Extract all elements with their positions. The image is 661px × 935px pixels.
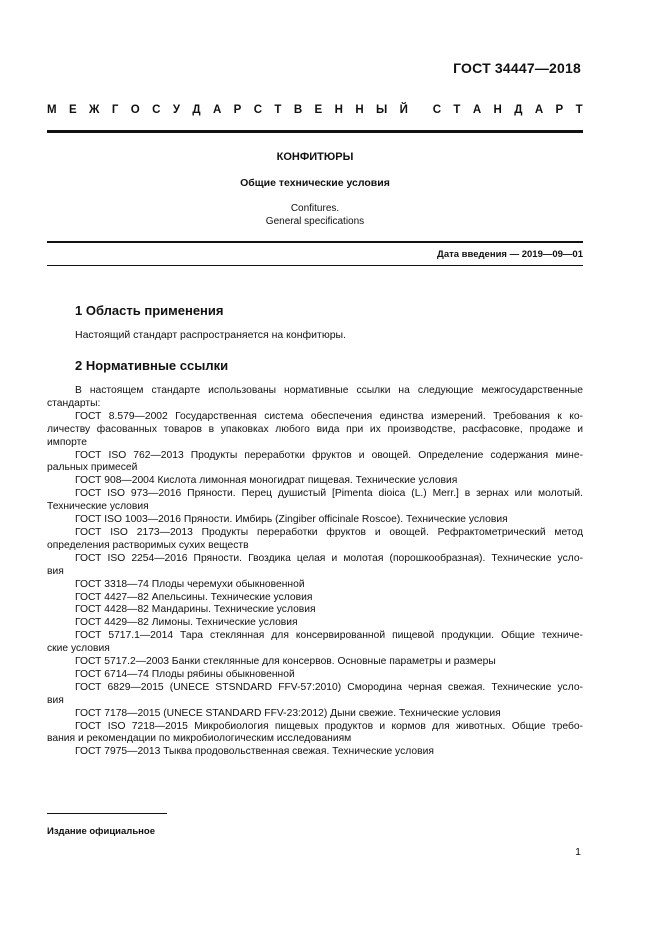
date-rule <box>47 265 583 266</box>
banner-letter: С <box>152 104 161 116</box>
english-subtitle: General specifications <box>265 216 365 227</box>
banner-letter: Е <box>314 104 323 116</box>
ref-line: ГОСТ ISO 762—2013 Продукты переработки фруктов и овощей. Определение содержания мине- <box>75 449 583 461</box>
banner-letter: А <box>534 104 544 116</box>
banner-letter: О <box>130 104 140 116</box>
banner-letter: Г <box>111 104 119 116</box>
document-subtitle: Общие технические условия <box>240 177 390 189</box>
banner-letter: А <box>472 104 482 116</box>
section-1-text: Настоящий стандарт распространяется на конфитюры. <box>75 329 347 341</box>
banner-letter: Е <box>68 104 77 116</box>
banner-letter: Н <box>355 104 364 116</box>
ref-line: ГОСТ 6829—2015 (UNECE STSNDARD FFV-57:2010) Смородина черная свежая. Технические усло- <box>75 681 583 693</box>
banner-letter: С <box>253 104 263 116</box>
banner-letter: В <box>293 104 303 116</box>
ref-line: ГОСТ ISO 1003—2016 Пряности. Имбирь (Zingiber officinale Roscoe). Технические условия <box>75 514 508 526</box>
ref-line: импорте <box>47 436 87 448</box>
ref-line: личеству фасованных товаров в упаковках любого вида при их производстве, расфасовке, продаже и <box>47 423 583 435</box>
banner-letter: Н <box>334 104 343 116</box>
ref-line: вия <box>47 565 64 577</box>
banner-letter: Ж <box>89 104 100 116</box>
ref-line: Технические условия <box>47 501 149 513</box>
banner-letter: Ы <box>376 104 388 116</box>
document-title: КОНФИТЮРЫ <box>276 151 354 163</box>
banner-letter: Д <box>514 104 523 116</box>
section-2-heading: 2 Нормативные ссылки <box>75 358 229 373</box>
references-list <box>47 385 583 759</box>
banner-letter: Т <box>274 104 282 116</box>
ref-line: ГОСТ 6714—74 Плоды рябины обыкновенной <box>75 668 295 680</box>
ref-line: ГОСТ 4428—82 Мандарины. Технические условия <box>75 604 316 616</box>
ref-line: ГОСТ 908—2004 Кислота лимонная моногидрат пищевая. Технические условия <box>75 475 458 487</box>
banner-letter: У <box>172 104 180 116</box>
ref-line: стандарты: <box>47 397 101 409</box>
ref-line: ГОСТ ISO 7218—2015 Микробиология пищевых продуктов и кормов для животных. Общие требо- <box>75 720 583 732</box>
banner-letter: Й <box>399 104 408 116</box>
english-title: Confitures. <box>290 203 340 214</box>
ref-line: ГОСТ 5717.2—2003 Банки стеклянные для консервов. Основные параметры и размеры <box>75 656 496 668</box>
section-1-heading: 1 Область применения <box>75 303 224 318</box>
ref-line: ГОСТ ISO 973—2016 Пряности. Перец душистый [Pimenta dioica (L.) Merr.] в зернах или молотый. <box>75 488 583 500</box>
banner-letter: Т <box>575 104 583 116</box>
ref-line: ГОСТ ISO 2173—2013 Продукты переработки фруктов и овощей. Рефрактометрический метод <box>75 526 583 538</box>
ref-line: ГОСТ ISO 2254—2016 Пряности. Гвоздика целая и молотая (порошкообразная). Технические усло- <box>75 552 583 564</box>
ref-line: ГОСТ 4427—82 Апельсины. Технические условия <box>75 591 313 603</box>
banner-letter: С <box>432 104 442 116</box>
title-rule <box>47 241 583 243</box>
ref-line: ральных примесей <box>47 462 138 474</box>
banner-letter: М <box>47 104 57 116</box>
ref-line: ГОСТ 7975—2013 Тыква продовольственная свежая. Технические условия <box>75 746 434 758</box>
banner-letter: Р <box>233 104 242 116</box>
ref-line: вания и рекомендации по микробиологическим исследованиям <box>47 733 352 745</box>
standard-code: ГОСТ 34447—2018 <box>453 60 581 76</box>
ref-line: ГОСТ 8.579—2002 Государственная система обеспечения единства измерений. Требования к ко- <box>75 410 583 422</box>
page-number: 1 <box>575 846 581 858</box>
banner-letter: Н <box>493 104 502 116</box>
header-rule <box>47 130 583 133</box>
ref-line: В настоящем стандарте использованы нормативные ссылки на следующие межгосударственные <box>75 385 583 396</box>
ref-line: ские условия <box>47 643 110 655</box>
interstate-standard-banner <box>47 104 583 116</box>
banner-letter: Т <box>453 104 461 116</box>
footer-rule <box>47 813 167 814</box>
ref-line: вия <box>47 694 64 706</box>
ref-line: ГОСТ 5717.1—2014 Тара стеклянная для консервированной пищевой продукции. Общие техниче- <box>75 630 583 642</box>
banner-letter: Д <box>192 104 201 116</box>
ref-line: определения растворимых сухих веществ <box>47 539 249 551</box>
official-edition-label: Издание официальное <box>47 826 155 837</box>
ref-line: ГОСТ 3318—74 Плоды черемухи обыкновенной <box>75 578 305 590</box>
ref-line: ГОСТ 4429—82 Лимоны. Технические условия <box>75 617 298 629</box>
ref-line: ГОСТ 7178—2015 (UNECE STANDARD FFV-23:2012) Дыни свежие. Технические условия <box>75 707 501 719</box>
banner-letter: Р <box>555 104 564 116</box>
banner-letter: А <box>212 104 222 116</box>
intro-date: Дата введения — 2019—09—01 <box>437 249 583 260</box>
